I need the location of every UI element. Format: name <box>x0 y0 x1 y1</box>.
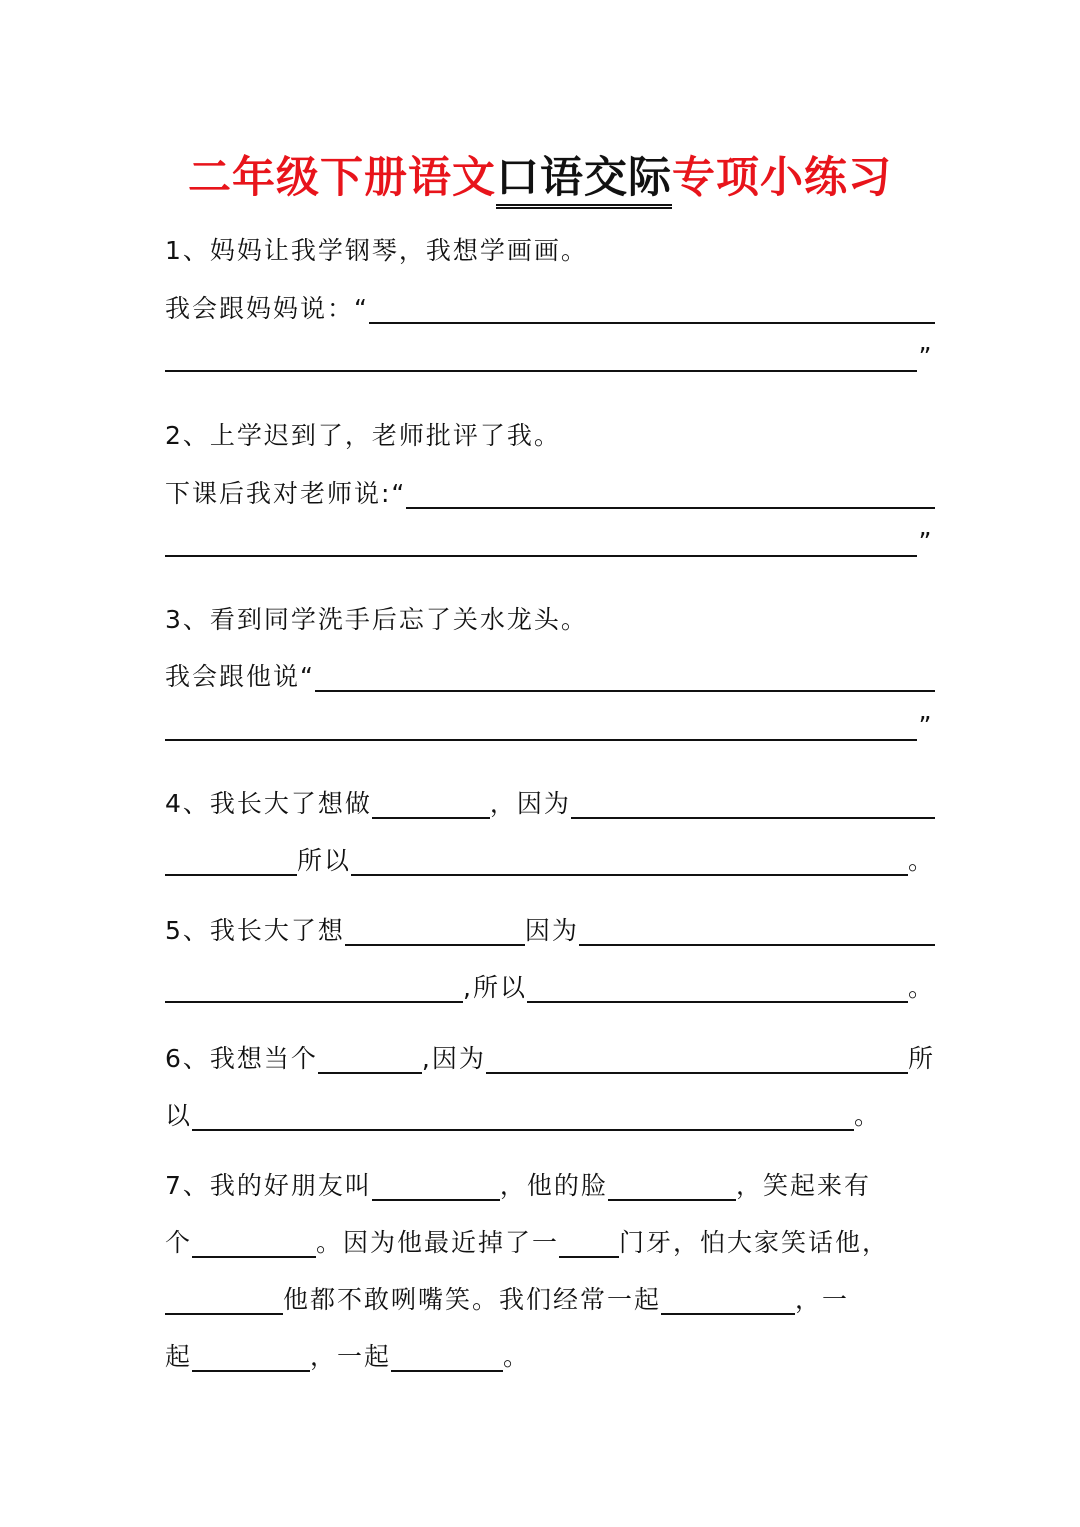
q7-text-3: ，笑起来有 <box>735 1171 871 1200</box>
q7-line-2 <box>165 1214 935 1258</box>
q3-answer-blank-2[interactable] <box>165 709 917 741</box>
q7-text-9: 起 <box>165 1342 193 1371</box>
page-title <box>0 148 1080 208</box>
q5-text-2: 因为 <box>524 916 579 945</box>
q7-blank-activity-1[interactable] <box>661 1283 795 1315</box>
q5-line-1 <box>165 902 935 946</box>
title-part-1: 二年级下册语文 <box>188 153 496 203</box>
q6-blank-result[interactable] <box>192 1099 854 1131</box>
q5-line-2 <box>165 959 935 1003</box>
q1-lead: 我会跟妈妈说：“ <box>165 294 369 323</box>
q3-prompt: 3、看到同学洗手后忘了关水龙头。 <box>165 605 588 634</box>
q5-blank-reason-1[interactable] <box>579 914 935 946</box>
q1-prompt: 1、妈妈让我学钢琴，我想学画画。 <box>165 236 588 265</box>
q3-answer-line-2 <box>165 697 935 741</box>
q7-text-5: 。因为他最近掉了一 <box>316 1228 560 1257</box>
q5-text-1: 5、我长大了想 <box>165 916 345 945</box>
q5-blank-wish[interactable] <box>345 914 525 946</box>
q7-text-7: 他都不敢咧嘴笑。我们经常一起 <box>283 1285 662 1314</box>
q1-answer-blank-1[interactable] <box>369 292 935 324</box>
q7-text-8: ，一 <box>795 1285 850 1314</box>
q3-answer-line-1 <box>165 648 935 692</box>
q7-blank-face[interactable] <box>608 1169 736 1201</box>
q1-close-quote: ” <box>918 342 934 371</box>
q2-answer-line-1 <box>165 465 935 509</box>
q4-text-3: 所以 <box>297 846 352 875</box>
q1-answer-line-2 <box>165 328 935 372</box>
q2-lead: 下课后我对老师说:“ <box>165 479 407 508</box>
q6-blank-job[interactable] <box>318 1042 422 1074</box>
q4-end: 。 <box>907 846 935 875</box>
q4-blank-result[interactable] <box>351 844 908 876</box>
q3-lead: 我会跟他说“ <box>165 662 315 691</box>
q7-text-2: ，他的脸 <box>499 1171 608 1200</box>
q6-text-3: 所 <box>907 1044 935 1073</box>
q4-line-2 <box>165 832 935 876</box>
q7-blank-count[interactable] <box>559 1226 619 1258</box>
q4-line-1 <box>165 775 935 819</box>
q6-line-1 <box>165 1030 935 1074</box>
q6-text-2: ,因为 <box>421 1044 486 1073</box>
q6-line-2 <box>165 1087 935 1131</box>
q2-answer-line-2 <box>165 513 935 557</box>
q5-blank-result[interactable] <box>527 971 908 1003</box>
q7-text-6: 门牙，怕大家笑话他， <box>619 1228 890 1257</box>
q7-text-4: 个 <box>165 1228 193 1257</box>
q7-blank-dimple[interactable] <box>192 1226 316 1258</box>
q7-line-3 <box>165 1271 935 1315</box>
q2-close-quote: ” <box>918 527 934 556</box>
q1-answer-blank-2[interactable] <box>165 340 917 372</box>
title-part-3: 专项小练习 <box>672 153 892 203</box>
q7-blank-name[interactable] <box>372 1169 500 1201</box>
q3-close-quote: ” <box>918 711 934 740</box>
q2-answer-blank-1[interactable] <box>406 477 935 509</box>
q4-blank-job[interactable] <box>372 787 490 819</box>
q6-end: 。 <box>854 1101 882 1130</box>
q7-end: 。 <box>503 1342 531 1371</box>
q3-prompt-line <box>165 591 935 635</box>
q2-answer-blank-2[interactable] <box>165 525 917 557</box>
q3-answer-blank-1[interactable] <box>315 660 935 692</box>
q7-text-1: 7、我的好朋友叫 <box>165 1171 372 1200</box>
q7-blank-activity-3[interactable] <box>391 1340 503 1372</box>
q7-text-10: ，一起 <box>310 1342 392 1371</box>
q6-text-1: 6、我想当个 <box>165 1044 318 1073</box>
q1-answer-line-1 <box>165 280 935 324</box>
q6-text-4: 以 <box>165 1101 193 1130</box>
q4-blank-reason-1[interactable] <box>571 787 935 819</box>
q7-blank-connector[interactable] <box>165 1283 283 1315</box>
q5-blank-reason-2[interactable] <box>165 971 463 1003</box>
q1-prompt-line <box>165 222 935 266</box>
q2-prompt-line <box>165 407 935 451</box>
q4-text-2: ，因为 <box>489 789 571 818</box>
q5-text-3: ,所以 <box>463 973 527 1002</box>
q7-blank-activity-2[interactable] <box>192 1340 310 1372</box>
q5-end: 。 <box>907 973 935 1002</box>
q4-blank-reason-2[interactable] <box>165 844 297 876</box>
q7-line-1 <box>165 1157 935 1201</box>
q6-blank-reason[interactable] <box>486 1042 908 1074</box>
title-part-2-underlined: 口语交际 <box>496 153 672 209</box>
q7-line-4 <box>165 1328 935 1372</box>
q4-text-1: 4、我长大了想做 <box>165 789 372 818</box>
q2-prompt: 2、上学迟到了，老师批评了我。 <box>165 421 561 450</box>
